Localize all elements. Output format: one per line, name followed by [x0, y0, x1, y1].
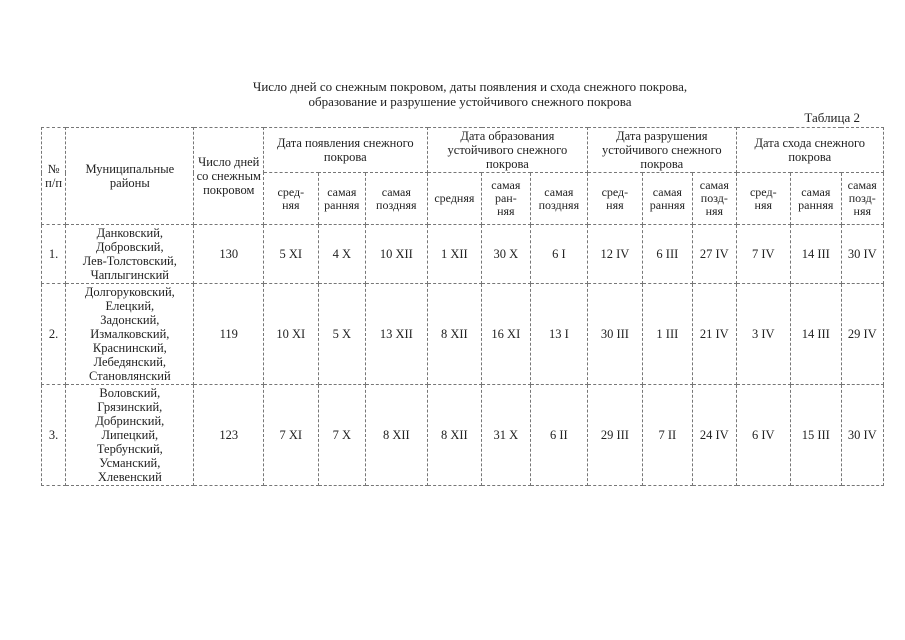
- row-number: 3.: [42, 385, 66, 486]
- subheader-destruction-latest: самая позд- няя: [693, 173, 736, 225]
- district-name: Хлевенский: [97, 470, 162, 484]
- header-group-appearance: Дата появления снежного покрова: [264, 128, 428, 173]
- date-appearance-latest: 8 XII: [366, 385, 428, 486]
- date-melt-earliest: 14 III: [791, 284, 841, 385]
- table-label: Таблица 2: [804, 110, 860, 125]
- district-name: Тербунский,: [96, 442, 163, 456]
- subheader-formation-avg: средняя: [427, 173, 482, 225]
- district-name: Липецкий,: [101, 428, 159, 442]
- date-appearance-avg: 5 XI: [264, 225, 319, 284]
- subheader-melt-avg: сред- няя: [736, 173, 791, 225]
- date-appearance-earliest: 7 X: [318, 385, 365, 486]
- district-name: Елецкий,: [105, 299, 155, 313]
- district-list: [66, 284, 194, 385]
- district-name: Долгоруковский,: [84, 285, 175, 299]
- date-appearance-latest: 10 XII: [366, 225, 428, 284]
- title-line-1: Число дней со снежным покровом, даты появления и схода снежного покрова,: [252, 79, 688, 94]
- date-appearance-earliest: 5 X: [318, 284, 365, 385]
- district-list: [66, 225, 194, 284]
- district-name: Задонский,: [100, 313, 160, 327]
- header-days: Число дней со снежным покровом: [194, 128, 264, 225]
- subheader-melt-latest: самая позд- няя: [841, 173, 884, 225]
- subheader-formation-latest: самая поздняя: [530, 173, 588, 225]
- date-melt-latest: 30 IV: [841, 385, 884, 486]
- table-row: [42, 225, 884, 284]
- header-group-destruction: Дата разрушения устойчивого снежного покрова: [588, 128, 736, 173]
- district-list: [66, 385, 194, 486]
- snow-cover-table: [41, 127, 884, 486]
- date-formation-latest: 6 II: [530, 385, 588, 486]
- date-formation-latest: 6 I: [530, 225, 588, 284]
- date-formation-earliest: 30 X: [482, 225, 530, 284]
- district-name: Становлянский: [88, 369, 171, 383]
- subheader-destruction-earliest: самая ранняя: [642, 173, 692, 225]
- date-melt-avg: 7 IV: [736, 225, 791, 284]
- date-destruction-avg: 29 III: [588, 385, 643, 486]
- district-name: Добровский,: [96, 240, 164, 254]
- date-appearance-avg: 10 XI: [264, 284, 319, 385]
- date-melt-latest: 29 IV: [841, 284, 884, 385]
- district-name: Данковский,: [96, 226, 164, 240]
- table-body: [42, 225, 884, 486]
- subheader-appearance-avg: сред- няя: [264, 173, 319, 225]
- subheader-melt-earliest: самая ранняя: [791, 173, 841, 225]
- snow-days-value: 130: [194, 225, 264, 284]
- date-formation-latest: 13 I: [530, 284, 588, 385]
- header-row-groups: [42, 128, 884, 173]
- date-destruction-avg: 12 IV: [588, 225, 643, 284]
- date-destruction-avg: 30 III: [588, 284, 643, 385]
- district-name: Добринский,: [95, 414, 165, 428]
- district-name: Усманский,: [99, 456, 161, 470]
- date-melt-avg: 6 IV: [736, 385, 791, 486]
- subheader-destruction-avg: сред- няя: [588, 173, 643, 225]
- date-destruction-latest: 24 IV: [693, 385, 736, 486]
- row-number: 2.: [42, 284, 66, 385]
- date-formation-avg: 8 XII: [427, 284, 482, 385]
- date-destruction-latest: 21 IV: [693, 284, 736, 385]
- district-name: Воловский,: [99, 386, 161, 400]
- date-destruction-earliest: 6 III: [642, 225, 692, 284]
- district-name: Краснинский,: [92, 341, 167, 355]
- date-appearance-latest: 13 XII: [366, 284, 428, 385]
- title-line-2: образование и разрушение устойчивого снежного покрова: [308, 94, 632, 109]
- district-name: Лебедянский,: [93, 355, 167, 369]
- date-destruction-latest: 27 IV: [693, 225, 736, 284]
- date-appearance-earliest: 4 X: [318, 225, 365, 284]
- table-row: [42, 385, 884, 486]
- subheader-appearance-earliest: самая ранняя: [318, 173, 365, 225]
- snow-days-value: 119: [194, 284, 264, 385]
- header-districts: Муниципальные районы: [66, 128, 194, 225]
- page-title: [160, 79, 780, 109]
- district-name: Лев-Толстовский,: [82, 254, 177, 268]
- date-melt-earliest: 15 III: [791, 385, 841, 486]
- header-num: № п/п: [42, 128, 66, 225]
- date-formation-earliest: 16 XI: [482, 284, 530, 385]
- district-name: Измалковский,: [90, 327, 170, 341]
- date-formation-earliest: 31 X: [482, 385, 530, 486]
- date-melt-avg: 3 IV: [736, 284, 791, 385]
- date-formation-avg: 1 XII: [427, 225, 482, 284]
- subheader-appearance-latest: самая поздняя: [366, 173, 428, 225]
- table-row: [42, 284, 884, 385]
- district-name: Грязинский,: [97, 400, 163, 414]
- date-formation-avg: 8 XII: [427, 385, 482, 486]
- date-destruction-earliest: 1 III: [642, 284, 692, 385]
- date-appearance-avg: 7 XI: [264, 385, 319, 486]
- row-number: 1.: [42, 225, 66, 284]
- date-destruction-earliest: 7 II: [642, 385, 692, 486]
- snow-days-value: 123: [194, 385, 264, 486]
- date-melt-earliest: 14 III: [791, 225, 841, 284]
- date-melt-latest: 30 IV: [841, 225, 884, 284]
- subheader-formation-earliest: самая ран- няя: [482, 173, 530, 225]
- header-group-melt: Дата схода снежного покрова: [736, 128, 883, 173]
- district-name: Чаплыгинский: [90, 268, 169, 282]
- header-group-formation: Дата образования устойчивого снежного покрова: [427, 128, 588, 173]
